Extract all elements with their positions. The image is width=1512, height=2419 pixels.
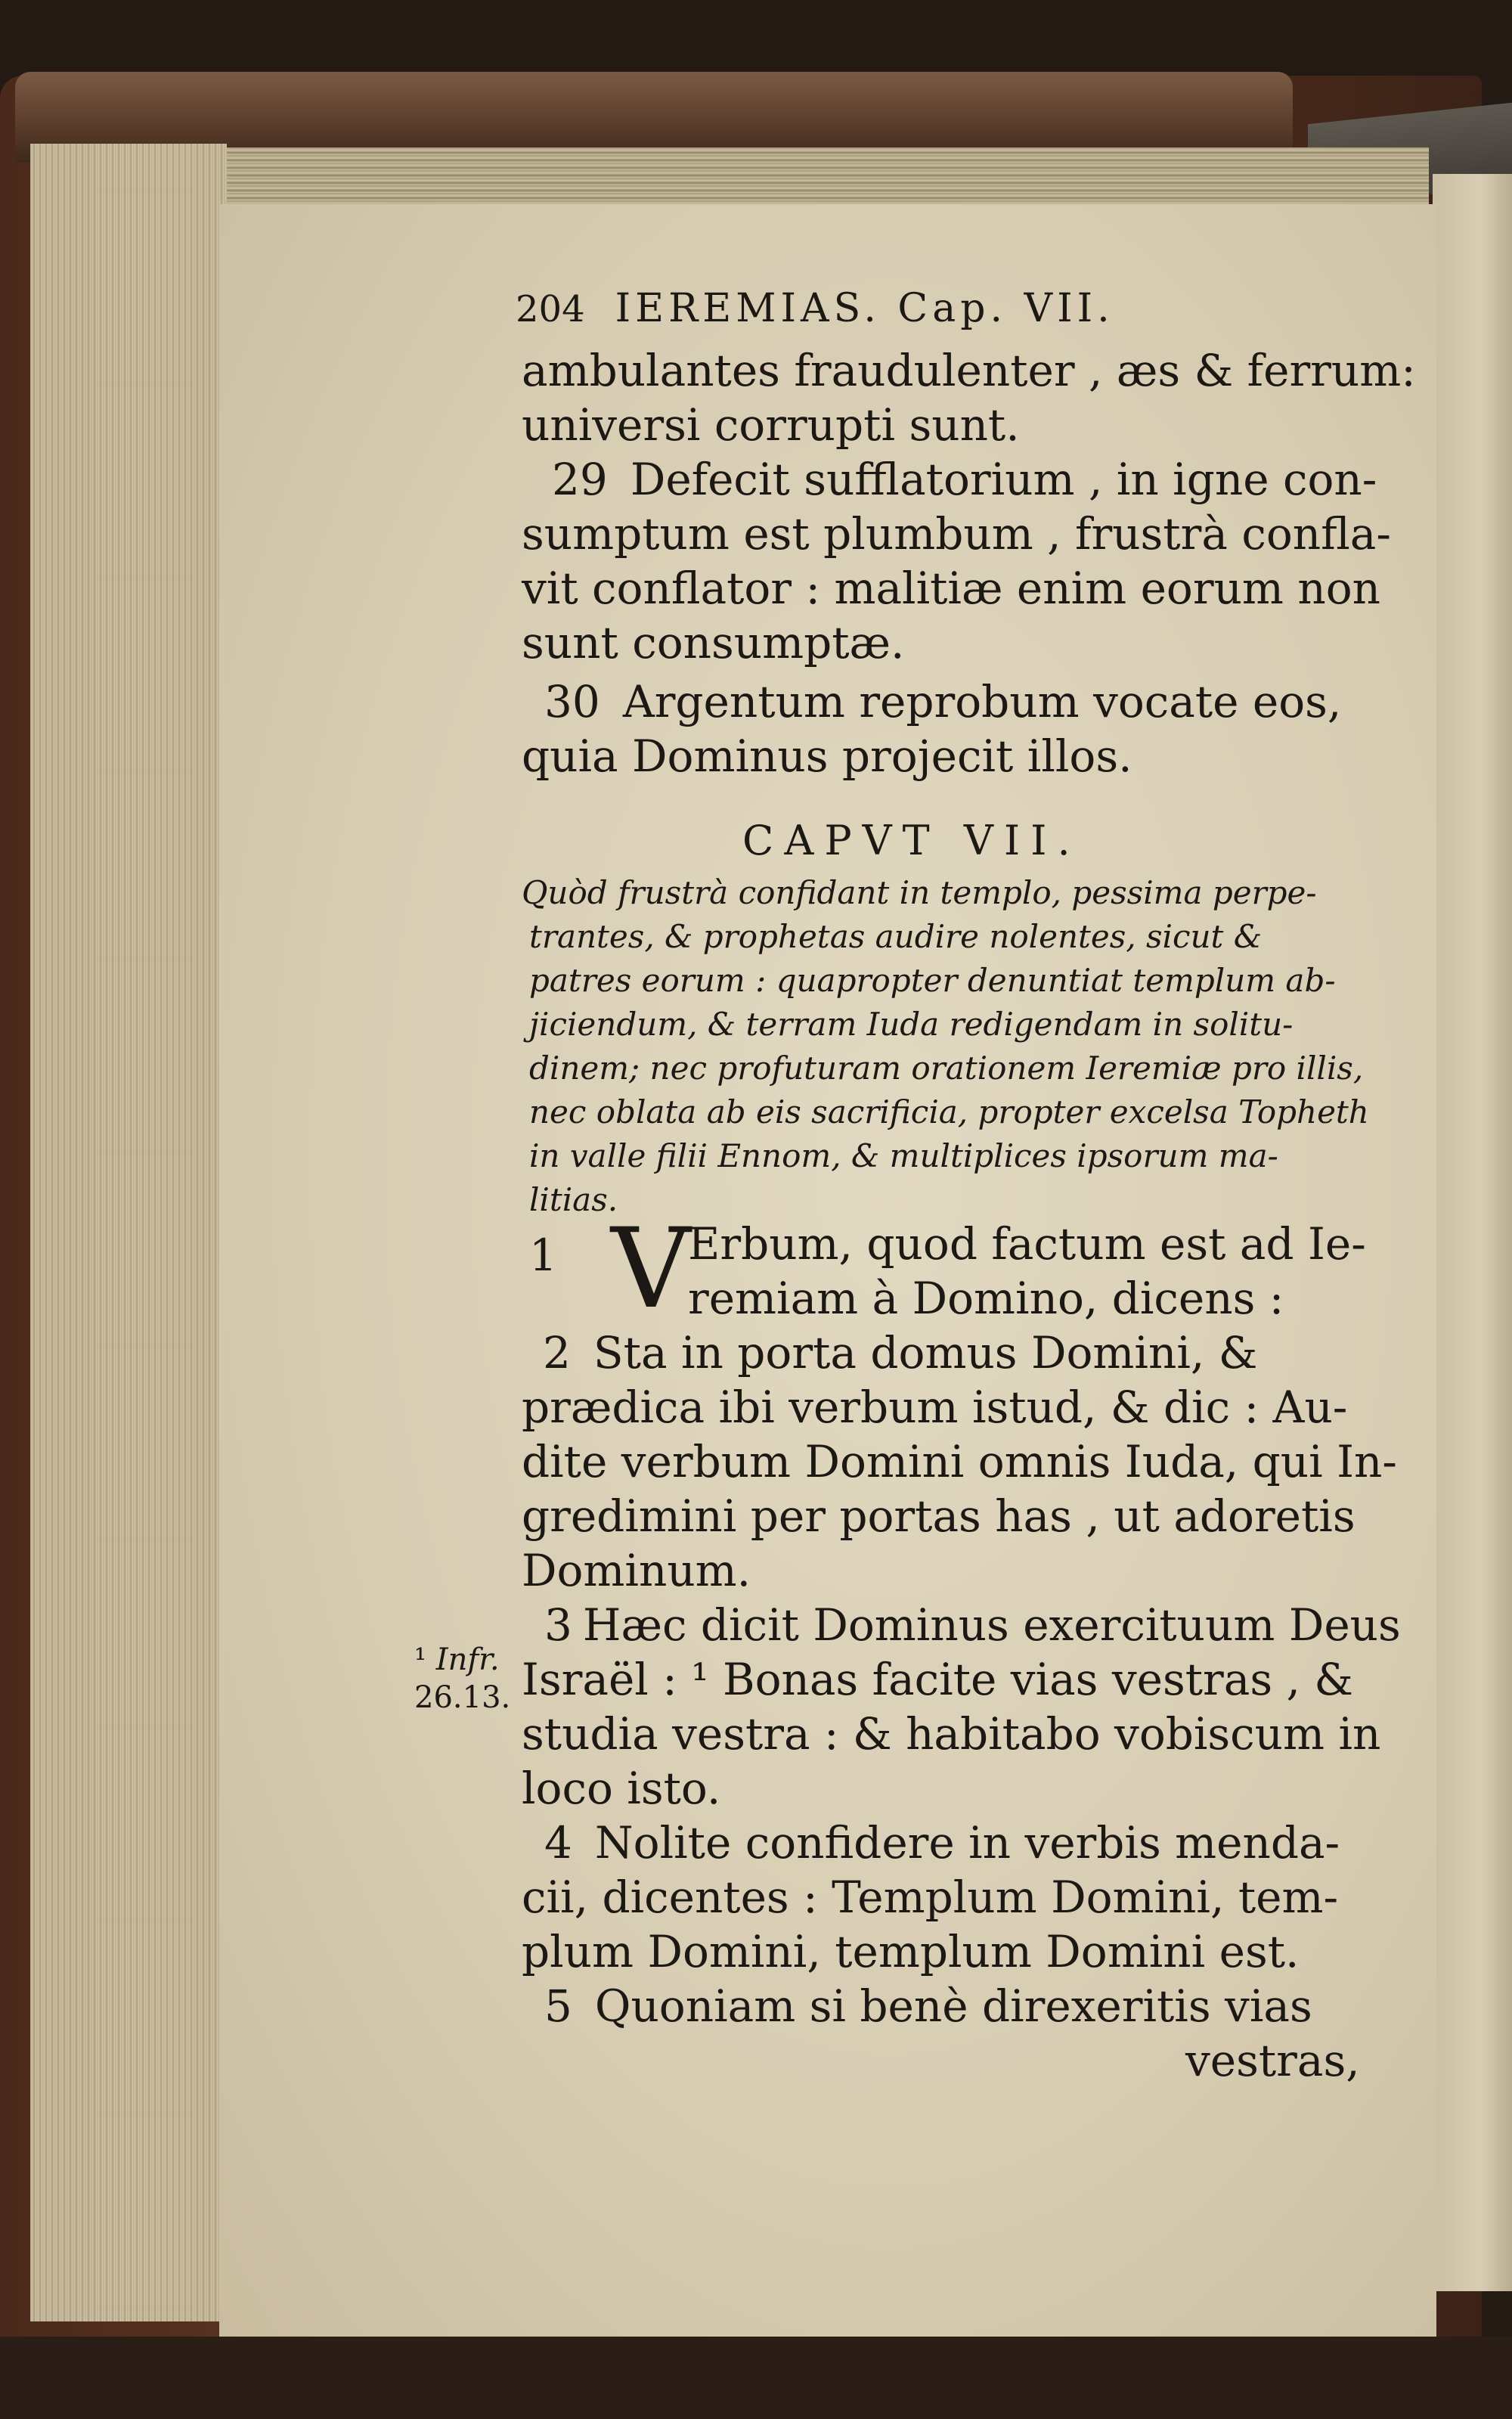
text-line: universi corrupti sunt. [522, 399, 1020, 451]
verse-number: 3 [544, 1599, 572, 1651]
summary-line: litias. [529, 1181, 618, 1218]
verse-text: Quoniam si benè direxeritis vias [594, 1980, 1312, 2032]
summary-line: dinem; nec profuturam orationem Ieremiæ pro illis, [529, 1050, 1364, 1087]
text-line: quia Dominus projecit illos. [522, 730, 1132, 782]
drop-capital: V [611, 1205, 691, 1333]
text-line: sunt consumptæ. [522, 617, 905, 668]
text-line: plum Domini, templum Domini est. [522, 1926, 1300, 1977]
summary-line: trantes, & prophetas audire nolentes, sicut & [529, 918, 1263, 955]
running-title: IEREMIAS. Cap. VII. [615, 286, 1114, 331]
margin-note [414, 1641, 510, 1717]
summary-line: in valle filii Ennom, & multiplices ipsorum ma- [529, 1137, 1278, 1174]
summary-line: jiciendum, & terram Iuda redigendam in solitu- [529, 1006, 1294, 1043]
running-head [516, 286, 1114, 331]
text-line: prædica ibi verbum istud, & dic : Au- [522, 1382, 1348, 1433]
verse-number: 2 [543, 1327, 571, 1379]
verse-number: 30 [544, 676, 600, 727]
summary-line: nec oblata ab eis sacrificia, propter excelsa Topheth [529, 1093, 1369, 1130]
verse-text: Defecit sufflatorium , in igne con- [630, 454, 1377, 505]
note-ref: 26.13. [414, 1680, 511, 1715]
text-line: loco isto. [522, 1763, 721, 1814]
catchword: vestras, [1185, 2035, 1360, 2086]
verse-line [552, 453, 1377, 506]
text-line: sumptum est plumbum , frustrà confla- [522, 508, 1391, 560]
verse-text: remiam à Domino, dicens : [688, 1273, 1284, 1324]
verse-number: 4 [544, 1817, 572, 1869]
summary-line: Quòd frustrà confidant in templo, pessima perpe- [522, 874, 1317, 911]
note-ref: Infr. [435, 1642, 500, 1677]
text-line: cii, dicentes : Templum Domini, tem- [522, 1872, 1339, 1923]
text-line: vit conflator : malitiæ enim eorum non [522, 563, 1380, 614]
verse-text: Nolite confidere in verbis menda- [594, 1817, 1340, 1869]
verse-number: 29 [552, 454, 608, 505]
verse-text: Argentum reprobum vocate eos, [622, 676, 1342, 727]
verse-number: 5 [544, 1980, 572, 2032]
note-marker: ¹ [414, 1642, 427, 1677]
verse-text: Sta in porta domus Domini, & [593, 1327, 1258, 1379]
text-line: Dominum. [522, 1545, 751, 1596]
text-line: gredimini per portas has , ut adoretis [522, 1490, 1356, 1542]
verse-number: 1 [529, 1230, 557, 1281]
verse-text: Hæc dicit Dominus exercituum Deus [582, 1599, 1401, 1651]
verse-line [543, 1326, 1257, 1379]
verse-text: Erbum, quod factum est ad Ie- [688, 1218, 1366, 1270]
verse-line [544, 1816, 1340, 1869]
summary-line: patres eorum : quapropter denuntiat templum ab- [529, 962, 1336, 999]
page-block-left-edge [30, 144, 227, 2321]
facing-page-edge [1433, 174, 1512, 2291]
background-bottom [0, 2337, 1512, 2419]
verse-line [544, 1599, 1401, 1651]
text-line: studia vestra : & habitabo vobiscum in [522, 1708, 1381, 1760]
text-line: ambulantes fraudulenter , æs & ferrum: [522, 345, 1416, 396]
text-line: dite verbum Domini omnis Iuda, qui In- [522, 1436, 1397, 1487]
text-line: Israël : ¹ Bonas facite vias vestras , & [522, 1654, 1354, 1705]
chapter-heading: CAPVT VII. [742, 817, 1081, 864]
verse-line [544, 675, 1341, 728]
page-number: 204 [516, 288, 585, 330]
verse-line [544, 1980, 1312, 2033]
